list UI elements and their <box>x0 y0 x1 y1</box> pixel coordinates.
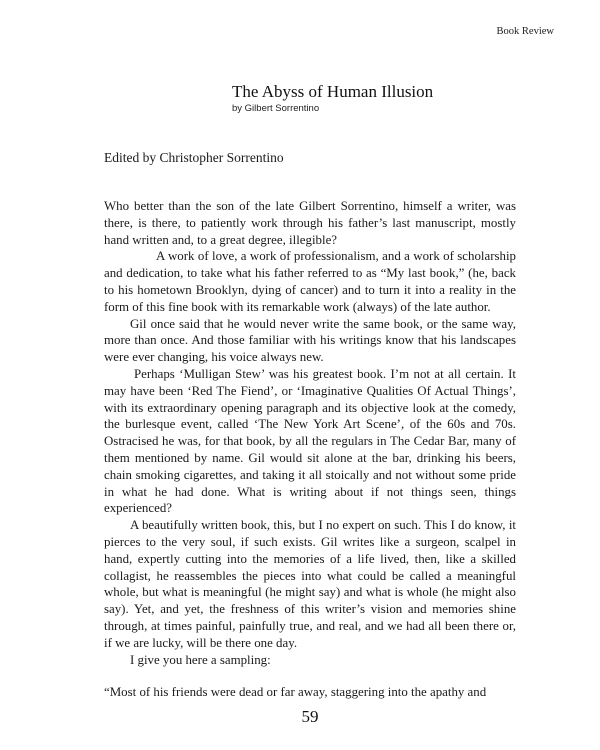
paragraph: Gil once said that he would never write the same book, or the same way, more than once. And those familiar with his writings know that his landscapes were ever changing, his voice always new. <box>104 316 516 365</box>
book-author: by Gilbert Sorrentino <box>232 103 320 114</box>
book-title: The Abyss of Human Illusion <box>232 82 434 101</box>
paragraph: A work of love, a work of professionalism, and a work of scholarship and dedication, to take what his father referred to as “My last book,” (he, back to his hometown Brooklyn, dying of cancer) and to turn it into a reality in the form of this fine book with its remarkable work (always) of the late author. <box>104 249 516 314</box>
title-block <box>232 82 433 114</box>
paragraph: A beautifully written book, this, but I no expert on such. This I do know, it pierces to the very soul, if such exists. Gil writes like a surgeon, scalpel in hand, expertly cutting into the memories of a life lived, then, like a skilled collagist, he reassembles the pieces into what could be called a meaningful whole, but what is meaningful (he might say) and what is whole (he might also say). Yet, and yet, the freshness of this writer’s vision and memories shine through, at times painful, painfully true, and real, and we had all been there or, if we are lucky, will be there one day. <box>104 518 516 650</box>
paragraph: I give you here a sampling: <box>130 652 271 667</box>
edited-by-line: Edited by Christopher Sorrentino <box>104 150 284 165</box>
paragraph: Who better than the son of the late Gilbert Sorrentino, himself a writer, was there, is there, to patiently work through his father’s last manuscript, mostly hand written and, to a great degree, illegible? <box>104 199 516 247</box>
review-body <box>104 198 516 701</box>
running-head: Book Review <box>496 26 554 37</box>
paragraph: Perhaps ‘Mulligan Stew’ was his greatest book. I’m not at all certain. It may have been ‘Red The Fiend’, or ‘Imaginative Qualities Of Actual Things’, with its extraordinary opening paragraph and its objective look at the comedy, the burlesque event, called ‘The New York Art Scene’, of the 60s and 70s. Ostracised he was, for that book, by all the regulars in The Cedar Bar, many of them mentioned by name. Gil would sit alone at the bar, drinking his beers, chain smoking cigarettes, and taking it all stoically and not without some pride in what he had done. What is writing about if not things seen, things experienced? <box>104 366 516 516</box>
quoted-excerpt: “Most of his friends were dead or far away, staggering into the apathy and <box>104 685 487 700</box>
page-number: 59 <box>301 707 319 726</box>
